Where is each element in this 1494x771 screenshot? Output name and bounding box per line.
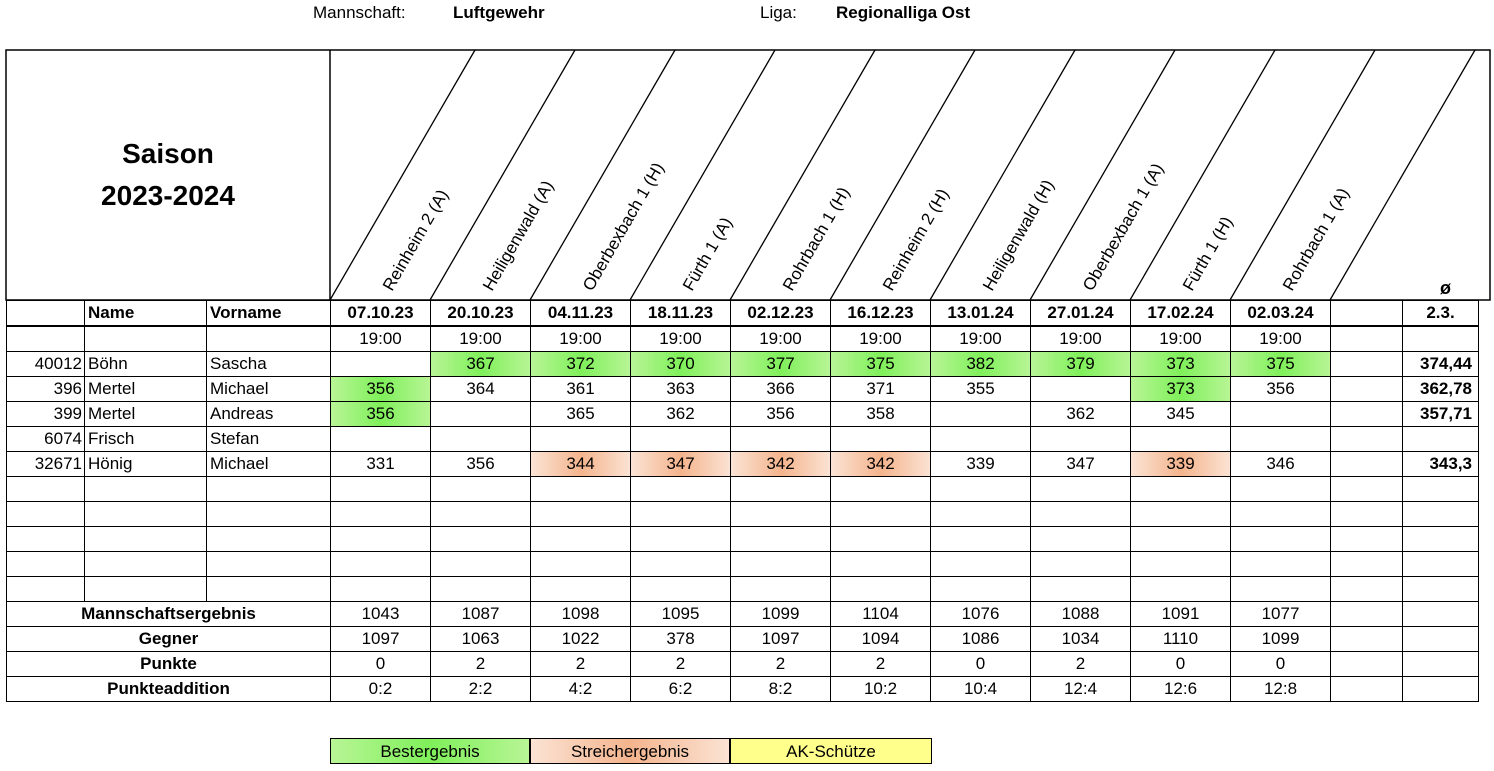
season-years: 2023-2024 <box>101 180 235 211</box>
empty-cell <box>1231 477 1331 502</box>
score-cell: 373 <box>1131 377 1231 402</box>
empty-cell <box>931 552 1031 577</box>
shooter-row <box>7 452 1479 477</box>
score-cell: 373 <box>1131 352 1231 377</box>
time-cell: 19:00 <box>1131 326 1231 352</box>
cell <box>7 326 85 352</box>
shooter-average: 374,44 <box>1403 352 1479 377</box>
opponent-label: Reinheim 2 (A) <box>379 186 453 294</box>
average-symbol: ø <box>1440 278 1451 298</box>
score-cell: 356 <box>331 377 431 402</box>
diagonal-divider <box>1330 50 1475 300</box>
empty-row <box>7 477 1479 502</box>
summary-value: 10:4 <box>931 677 1031 702</box>
summary-value: 2 <box>631 652 731 677</box>
empty-cell <box>7 477 85 502</box>
empty-cell <box>1403 577 1479 602</box>
time-cell: 19:00 <box>631 326 731 352</box>
shooter-row <box>7 427 1479 452</box>
summary-value: 2 <box>531 652 631 677</box>
cell <box>1403 602 1479 627</box>
shooter-name: Böhn <box>85 352 207 377</box>
summary-value: 0 <box>331 652 431 677</box>
season-title: Saison <box>122 138 214 169</box>
empty-cell <box>1231 527 1331 552</box>
empty-cell <box>1331 477 1403 502</box>
avg-header: 2.3. <box>1403 301 1479 327</box>
empty-cell <box>1331 527 1403 552</box>
summary-value: 2:2 <box>431 677 531 702</box>
shooter-row <box>7 352 1479 377</box>
summary-value: 1043 <box>331 602 431 627</box>
cell <box>1403 326 1479 352</box>
score-cell: 367 <box>431 352 531 377</box>
cell <box>1331 627 1403 652</box>
summary-value: 1087 <box>431 602 531 627</box>
shooter-vorname: Andreas <box>207 402 331 427</box>
empty-cell <box>207 477 331 502</box>
empty-cell <box>931 477 1031 502</box>
empty-cell <box>1403 527 1479 552</box>
date-header: 02.03.24 <box>1231 301 1331 327</box>
empty-cell <box>331 477 431 502</box>
spacer-cell <box>1331 427 1403 452</box>
empty-cell <box>85 577 207 602</box>
empty-cell <box>1031 527 1131 552</box>
empty-cell <box>207 527 331 552</box>
cell <box>1331 652 1403 677</box>
score-cell: 364 <box>431 377 531 402</box>
summary-value: 2 <box>731 652 831 677</box>
empty-cell <box>1131 527 1231 552</box>
summary-row <box>7 677 1479 702</box>
empty-cell <box>931 502 1031 527</box>
empty-cell <box>731 502 831 527</box>
score-cell: 356 <box>731 402 831 427</box>
score-cell: 342 <box>831 452 931 477</box>
cell <box>85 326 207 352</box>
date-header: 20.10.23 <box>431 301 531 327</box>
score-cell: 331 <box>331 452 431 477</box>
spacer-cell <box>1331 452 1403 477</box>
summary-value: 0 <box>1231 652 1331 677</box>
score-cell <box>1031 377 1131 402</box>
shooter-id: 399 <box>7 402 85 427</box>
empty-cell <box>531 527 631 552</box>
empty-cell <box>7 527 85 552</box>
empty-cell <box>631 577 731 602</box>
shooter-row <box>7 377 1479 402</box>
summary-row <box>7 602 1479 627</box>
opponent-label: Oberbexbach 1 (A) <box>1079 160 1168 294</box>
shooter-id: 40012 <box>7 352 85 377</box>
empty-cell <box>831 477 931 502</box>
empty-cell <box>7 502 85 527</box>
empty-cell <box>731 477 831 502</box>
summary-value: 1099 <box>1231 627 1331 652</box>
cell <box>1331 326 1403 352</box>
legend-ak: AK-Schütze <box>730 738 932 764</box>
summary-value: 1086 <box>931 627 1031 652</box>
score-cell: 339 <box>1131 452 1231 477</box>
score-cell: 365 <box>531 402 631 427</box>
summary-row <box>7 652 1479 677</box>
summary-value: 1094 <box>831 627 931 652</box>
empty-cell <box>1031 502 1131 527</box>
time-cell: 19:00 <box>331 326 431 352</box>
summary-value: 1110 <box>1131 627 1231 652</box>
shooter-id: 6074 <box>7 427 85 452</box>
empty-cell <box>931 577 1031 602</box>
summary-value: 8:2 <box>731 677 831 702</box>
shooter-vorname: Stefan <box>207 427 331 452</box>
empty-cell <box>1231 552 1331 577</box>
score-cell: 372 <box>531 352 631 377</box>
score-cell: 382 <box>931 352 1031 377</box>
summary-value: 1095 <box>631 602 731 627</box>
legend-strike: Streichergebnis <box>530 738 730 764</box>
empty-cell <box>831 552 931 577</box>
summary-value: 1088 <box>1031 602 1131 627</box>
score-cell: 345 <box>1131 402 1231 427</box>
score-cell: 355 <box>931 377 1031 402</box>
empty-row <box>7 552 1479 577</box>
score-cell <box>831 427 931 452</box>
score-cell: 362 <box>1031 402 1131 427</box>
cell <box>1331 602 1403 627</box>
empty-cell <box>731 527 831 552</box>
empty-cell <box>631 502 731 527</box>
empty-cell <box>531 552 631 577</box>
summary-value: 378 <box>631 627 731 652</box>
shooter-average: 357,71 <box>1403 402 1479 427</box>
time-cell: 19:00 <box>531 326 631 352</box>
vorname-header: Vorname <box>207 301 331 327</box>
summary-value: 1097 <box>731 627 831 652</box>
empty-cell <box>1403 552 1479 577</box>
empty-row <box>7 527 1479 552</box>
time-cell: 19:00 <box>931 326 1031 352</box>
time-cell: 19:00 <box>831 326 931 352</box>
empty-cell <box>431 477 531 502</box>
empty-cell <box>331 502 431 527</box>
empty-cell <box>731 577 831 602</box>
shooter-name: Hönig <box>85 452 207 477</box>
time-cell: 19:00 <box>1231 326 1331 352</box>
summary-label: Punkte <box>7 652 331 677</box>
date-header: 27.01.24 <box>1031 301 1131 327</box>
summary-label: Gegner <box>7 627 331 652</box>
date-header: 07.10.23 <box>331 301 431 327</box>
date-header: 18.11.23 <box>631 301 731 327</box>
time-cell: 19:00 <box>1031 326 1131 352</box>
opponent-label: Rohrbach 1 (H) <box>779 183 854 294</box>
score-cell: 362 <box>631 402 731 427</box>
empty-cell <box>85 552 207 577</box>
summary-value: 12:8 <box>1231 677 1331 702</box>
score-cell: 361 <box>531 377 631 402</box>
empty-cell <box>831 527 931 552</box>
empty-row <box>7 502 1479 527</box>
mannschaft-label: Mannschaft: <box>313 3 406 22</box>
score-cell: 342 <box>731 452 831 477</box>
date-header: 17.02.24 <box>1131 301 1231 327</box>
empty-cell <box>331 552 431 577</box>
score-cell: 346 <box>1231 452 1331 477</box>
header-row <box>7 301 1479 327</box>
summary-row <box>7 627 1479 652</box>
empty-cell <box>85 477 207 502</box>
empty-cell <box>207 552 331 577</box>
empty-cell <box>1131 477 1231 502</box>
summary-value: 1076 <box>931 602 1031 627</box>
score-cell: 356 <box>331 402 431 427</box>
empty-cell <box>1331 502 1403 527</box>
opponent-label: Heiligenwald (H) <box>979 176 1058 294</box>
score-cell: 375 <box>831 352 931 377</box>
summary-value: 1034 <box>1031 627 1131 652</box>
summary-value: 1104 <box>831 602 931 627</box>
score-cell <box>731 427 831 452</box>
empty-cell <box>1331 577 1403 602</box>
spacer-cell <box>1331 352 1403 377</box>
summary-value: 1099 <box>731 602 831 627</box>
summary-value: 1063 <box>431 627 531 652</box>
cell <box>1403 677 1479 702</box>
empty-cell <box>1031 552 1131 577</box>
cell <box>207 326 331 352</box>
empty-cell <box>831 577 931 602</box>
opponent-label: Reinheim 2 (H) <box>879 185 953 294</box>
liga-value: Regionalliga Ost <box>836 3 971 22</box>
score-cell: 379 <box>1031 352 1131 377</box>
cell <box>1331 677 1403 702</box>
empty-cell <box>331 577 431 602</box>
cell <box>1403 652 1479 677</box>
spacer-cell <box>1331 377 1403 402</box>
summary-value: 0 <box>931 652 1031 677</box>
empty-cell <box>431 577 531 602</box>
empty-cell <box>431 552 531 577</box>
empty-cell <box>207 577 331 602</box>
score-cell: 366 <box>731 377 831 402</box>
score-cell: 358 <box>831 402 931 427</box>
summary-value: 12:6 <box>1131 677 1231 702</box>
empty-cell <box>631 477 731 502</box>
summary-value: 0 <box>1131 652 1231 677</box>
empty-cell <box>1031 577 1131 602</box>
time-row <box>7 326 1479 352</box>
score-cell: 371 <box>831 377 931 402</box>
empty-cell <box>7 577 85 602</box>
score-cell <box>531 427 631 452</box>
opponent-label: Rohrbach 1 (A) <box>1279 184 1354 294</box>
score-cell: 347 <box>1031 452 1131 477</box>
score-cell <box>1231 402 1331 427</box>
empty-cell <box>531 477 631 502</box>
shooter-average: 343,3 <box>1403 452 1479 477</box>
empty-cell <box>207 502 331 527</box>
summary-value: 1022 <box>531 627 631 652</box>
opponent-label: Heiligenwald (A) <box>479 177 558 294</box>
score-cell: 375 <box>1231 352 1331 377</box>
score-cell <box>631 427 731 452</box>
summary-value: 10:2 <box>831 677 931 702</box>
empty-cell <box>531 577 631 602</box>
score-cell: 347 <box>631 452 731 477</box>
summary-value: 2 <box>431 652 531 677</box>
spacer-header <box>1331 301 1403 327</box>
score-cell: 344 <box>531 452 631 477</box>
shooter-name: Mertel <box>85 402 207 427</box>
empty-cell <box>831 502 931 527</box>
score-cell <box>931 427 1031 452</box>
empty-cell <box>731 552 831 577</box>
empty-cell <box>331 527 431 552</box>
summary-value: 6:2 <box>631 677 731 702</box>
shooter-name: Mertel <box>85 377 207 402</box>
name-header: Name <box>85 301 207 327</box>
empty-cell <box>1403 477 1479 502</box>
empty-cell <box>85 502 207 527</box>
shooter-vorname: Michael <box>207 452 331 477</box>
empty-cell <box>1403 502 1479 527</box>
score-cell: 363 <box>631 377 731 402</box>
spacer-cell <box>1331 402 1403 427</box>
shooter-vorname: Sascha <box>207 352 331 377</box>
empty-cell <box>1331 552 1403 577</box>
score-cell: 356 <box>431 452 531 477</box>
empty-cell <box>1131 577 1231 602</box>
mannschaft-value: Luftgewehr <box>453 3 545 22</box>
summary-label: Mannschaftsergebnis <box>7 602 331 627</box>
empty-cell <box>1131 502 1231 527</box>
summary-label: Punkteaddition <box>7 677 331 702</box>
time-cell: 19:00 <box>431 326 531 352</box>
liga-label: Liga: <box>760 3 797 22</box>
score-cell <box>1131 427 1231 452</box>
cell <box>1403 627 1479 652</box>
empty-cell <box>631 527 731 552</box>
date-header: 04.11.23 <box>531 301 631 327</box>
empty-cell <box>1231 577 1331 602</box>
score-cell <box>931 402 1031 427</box>
results-table <box>6 300 1479 702</box>
empty-cell <box>1131 552 1231 577</box>
empty-cell <box>531 502 631 527</box>
shooter-name: Frisch <box>85 427 207 452</box>
score-cell <box>431 402 531 427</box>
empty-cell <box>431 527 531 552</box>
legend-best: Bestergebnis <box>330 738 530 764</box>
score-cell: 339 <box>931 452 1031 477</box>
summary-value: 1077 <box>1231 602 1331 627</box>
id-header <box>7 301 85 327</box>
shooter-id: 32671 <box>7 452 85 477</box>
opponent-label: Fürth 1 (A) <box>679 214 737 294</box>
empty-row <box>7 577 1479 602</box>
empty-cell <box>931 527 1031 552</box>
empty-cell <box>85 527 207 552</box>
empty-cell <box>1031 477 1131 502</box>
shooter-row <box>7 402 1479 427</box>
score-cell: 356 <box>1231 377 1331 402</box>
summary-value: 4:2 <box>531 677 631 702</box>
shooter-id: 396 <box>7 377 85 402</box>
empty-cell <box>631 552 731 577</box>
summary-value: 1097 <box>331 627 431 652</box>
time-cell: 19:00 <box>731 326 831 352</box>
score-cell <box>331 427 431 452</box>
summary-value: 1098 <box>531 602 631 627</box>
empty-cell <box>7 552 85 577</box>
summary-value: 12:4 <box>1031 677 1131 702</box>
summary-value: 1091 <box>1131 602 1231 627</box>
shooter-average: 362,78 <box>1403 377 1479 402</box>
empty-cell <box>431 502 531 527</box>
score-cell: 377 <box>731 352 831 377</box>
score-cell: 370 <box>631 352 731 377</box>
opponent-label: Fürth 1 (H) <box>1179 213 1237 294</box>
score-cell <box>1031 427 1131 452</box>
score-cell <box>1231 427 1331 452</box>
empty-cell <box>1231 502 1331 527</box>
score-cell <box>431 427 531 452</box>
shooter-vorname: Michael <box>207 377 331 402</box>
summary-value: 2 <box>1031 652 1131 677</box>
summary-value: 0:2 <box>331 677 431 702</box>
shooter-average <box>1403 427 1479 452</box>
opponent-label: Oberbexbach 1 (H) <box>579 159 668 294</box>
summary-value: 2 <box>831 652 931 677</box>
score-cell <box>331 352 431 377</box>
date-header: 13.01.24 <box>931 301 1031 327</box>
date-header: 02.12.23 <box>731 301 831 327</box>
date-header: 16.12.23 <box>831 301 931 327</box>
